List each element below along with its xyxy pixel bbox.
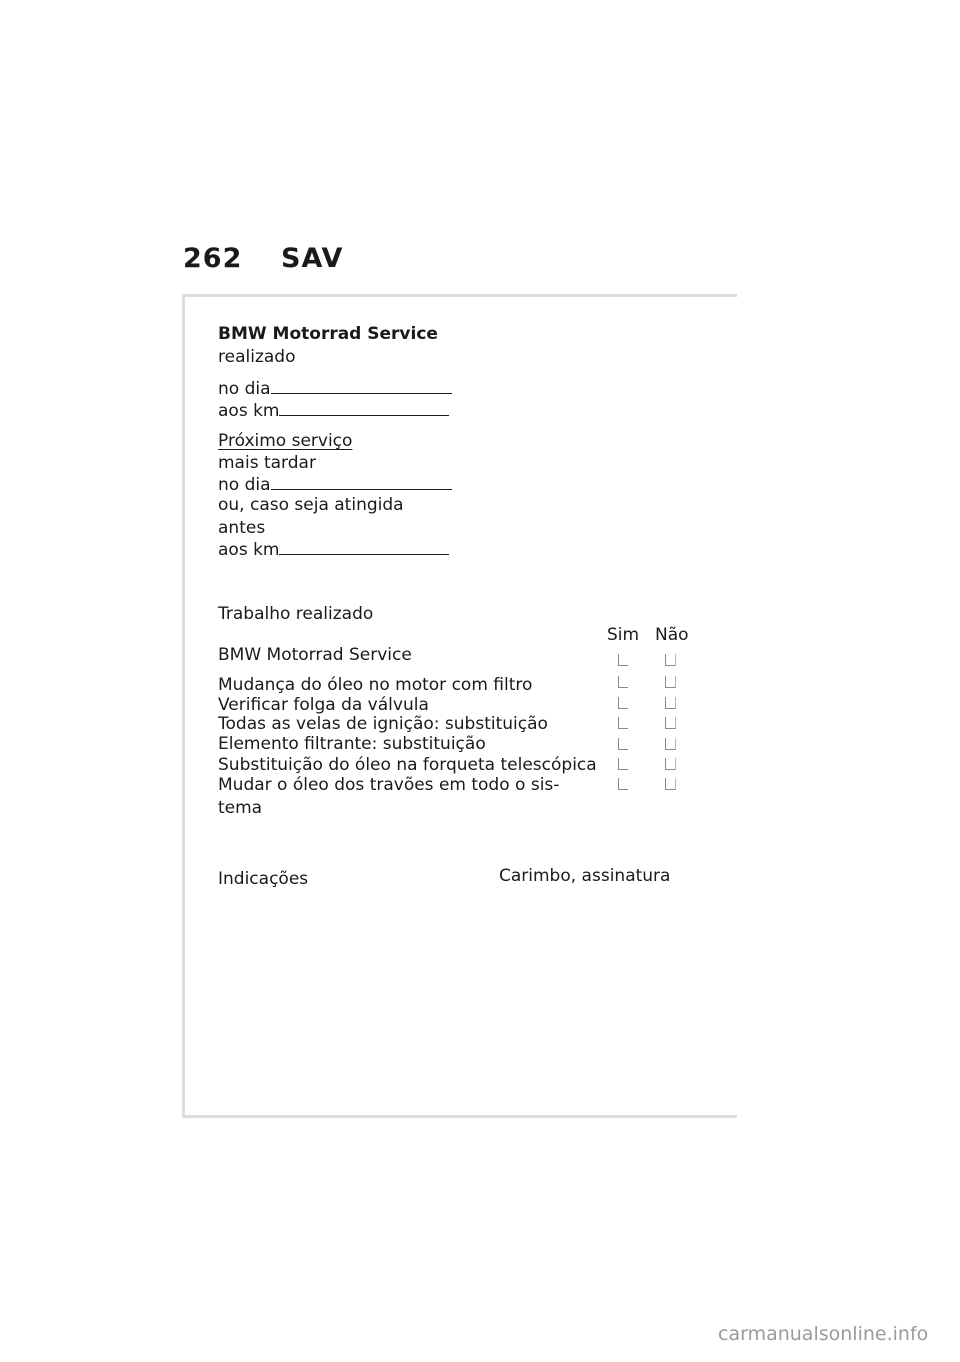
work-item: Verificar folga da válvula xyxy=(218,695,429,715)
performed-label: realizado xyxy=(218,347,296,367)
checkbox-yes[interactable] xyxy=(618,778,628,790)
checkbox-no[interactable] xyxy=(665,654,676,666)
work-item: BMW Motorrad Service xyxy=(218,645,412,665)
next-at-km-field[interactable] xyxy=(279,539,449,555)
left-rule xyxy=(182,294,185,1118)
checkbox-no[interactable] xyxy=(665,717,676,729)
on-day-label: no dia xyxy=(218,379,271,399)
service-title: BMW Motorrad Service xyxy=(218,324,438,344)
next-service-heading: Próximo serviço xyxy=(218,431,353,451)
page-number: 262 xyxy=(183,243,243,274)
next-on-day-label: no dia xyxy=(218,475,271,495)
bottom-rule xyxy=(182,1115,737,1118)
work-item: tema xyxy=(218,798,263,818)
checkbox-yes[interactable] xyxy=(618,676,628,688)
work-item: Substituição do óleo na forqueta telescópica xyxy=(218,755,597,775)
work-item: Mudança do óleo no motor com filtro xyxy=(218,675,533,695)
checkbox-no[interactable] xyxy=(665,676,676,688)
section-title: SAV xyxy=(281,243,344,274)
checkbox-yes[interactable] xyxy=(618,738,628,750)
next-at-km-row xyxy=(218,539,449,560)
checkbox-no[interactable] xyxy=(665,758,676,770)
at-km-row xyxy=(218,400,449,421)
next-on-day-field[interactable] xyxy=(271,474,452,490)
work-title: Trabalho realizado xyxy=(218,604,374,624)
notes-label: Indicações xyxy=(218,869,309,889)
checkbox-yes[interactable] xyxy=(618,717,628,729)
work-item: Elemento filtrante: substituição xyxy=(218,734,486,754)
footer-watermark[interactable]: carmanualsonline.info xyxy=(718,1323,929,1345)
work-item: Mudar o óleo dos travões em todo o sis- xyxy=(218,775,560,795)
checkbox-no[interactable] xyxy=(665,697,676,709)
checkbox-no[interactable] xyxy=(665,738,676,750)
at-km-field[interactable] xyxy=(279,400,449,416)
checkbox-no[interactable] xyxy=(665,778,676,790)
or-if-reached-label: ou, caso seja atingida xyxy=(218,495,404,515)
next-at-km-label: aos km xyxy=(218,540,280,560)
on-day-field[interactable] xyxy=(271,378,452,394)
top-rule xyxy=(182,294,737,297)
checkbox-yes[interactable] xyxy=(618,758,628,770)
work-item: Todas as velas de ignição: substituição xyxy=(218,714,548,734)
col-yes: Sim xyxy=(607,625,640,645)
stamp-label: Carimbo, assinatura xyxy=(499,866,671,886)
on-day-row xyxy=(218,378,452,399)
at-latest-label: mais tardar xyxy=(218,453,316,473)
checkbox-yes[interactable] xyxy=(618,697,628,709)
before-label: antes xyxy=(218,518,266,538)
at-km-label: aos km xyxy=(218,401,280,421)
checkbox-yes[interactable] xyxy=(618,654,628,666)
col-no: Não xyxy=(655,625,689,645)
next-on-day-row xyxy=(218,474,452,495)
